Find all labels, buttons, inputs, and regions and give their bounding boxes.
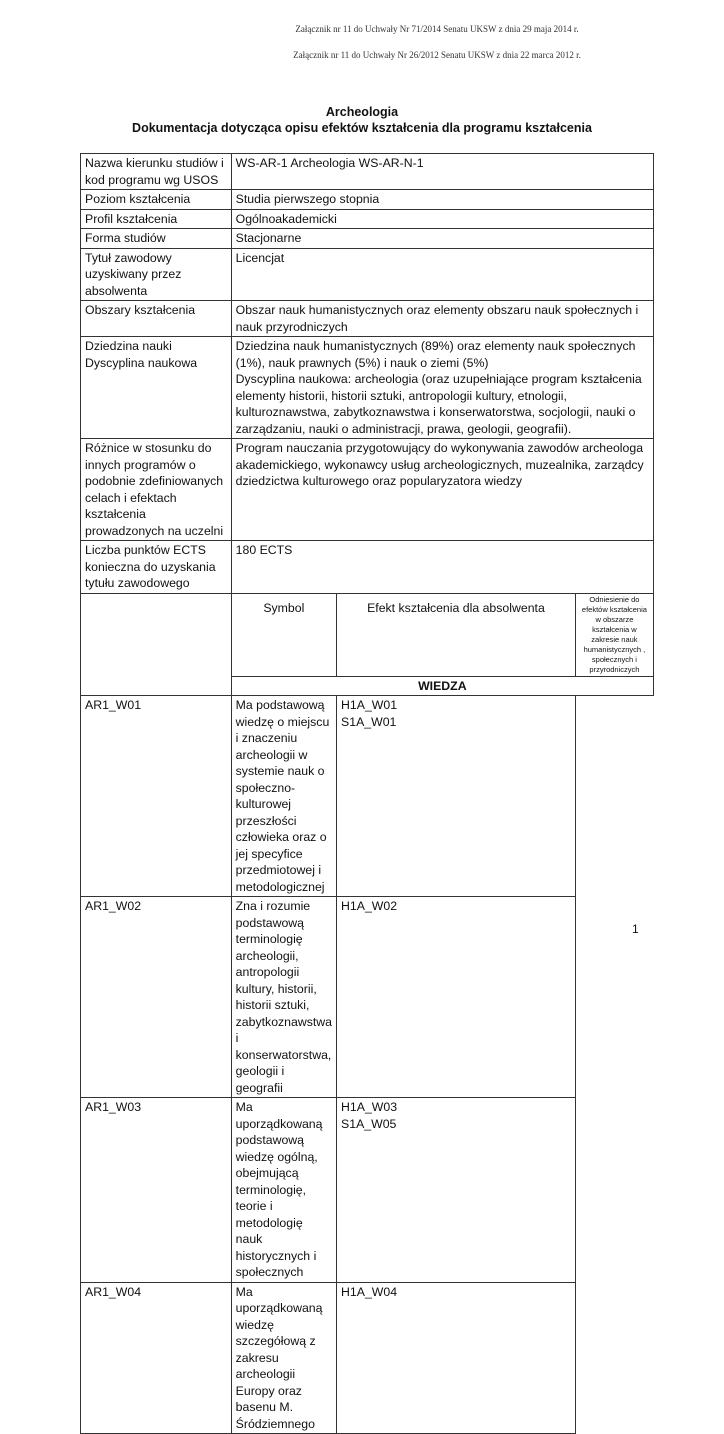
info-value: Licencjat (231, 248, 653, 301)
info-row (81, 248, 654, 301)
effect-row (81, 1098, 654, 1283)
info-value: WS-AR-1 Archeologia WS-AR-N-1 (231, 154, 653, 190)
header-line-1: Załącznik nr 11 do Uchwały Nr 71/2014 Senatu UKSW z dnia 29 maja 2014 r. (295, 24, 579, 34)
effect-header: Efekt kształcenia dla absolwenta (337, 593, 576, 676)
effect-text: Ma uporządkowaną wiedzę szczegółową z zakresu archeologii Europy oraz basenu M. Śródziemnego (231, 1282, 336, 1434)
info-row (81, 209, 654, 229)
program-table (80, 153, 654, 1434)
info-label: Poziom kształcenia (81, 190, 232, 210)
effect-symbol: AR1_W03 (81, 1098, 232, 1283)
effect-reference: H1A_W03 S1A_W05 (337, 1098, 576, 1283)
info-value: Dziedzina nauk humanistycznych (89%) oraz elementy nauk społecznych (1%), nauk prawnych (5%) i nauk o ziemi (5%) Dyscyplina naukowa: archeologia (oraz uzupełniające program kształcenia elementy historii, historii sztuki, antropologii kultury, etnologii, kulturoznawstwa, zabytkoznawstwa i konserwatorstwa, socjologii, nauki o zarządzaniu, nauki o administracji, prawa, geologii, geografii). (231, 337, 653, 439)
info-value: Stacjonarne (231, 229, 653, 249)
info-value: 180 ECTS (231, 541, 653, 594)
effect-reference: H1A_W01 S1A_W01 (337, 696, 576, 897)
effect-symbol: AR1_W02 (81, 897, 232, 1098)
effects-header-row (81, 593, 654, 676)
info-row (81, 229, 654, 249)
title-line-2: Dokumentacja dotycząca opisu efektów kształcenia dla programu kształcenia (132, 121, 592, 135)
info-label: Nazwa kierunku studiów i kod programu wg USOS (81, 154, 232, 190)
effect-symbol: AR1_W04 (81, 1282, 232, 1434)
info-row (81, 337, 654, 439)
info-row (81, 190, 654, 210)
info-value: Ogólnoakademicki (231, 209, 653, 229)
info-value: Obszar nauk humanistycznych oraz elementy obszaru nauk społecznych i nauk przyrodniczych (231, 301, 653, 337)
document-title (0, 104, 724, 136)
effect-reference: H1A_W04 (337, 1282, 576, 1434)
section-wiedza: WIEDZA (231, 676, 653, 696)
empty-left-cell (81, 593, 232, 696)
effect-row (81, 696, 654, 897)
info-label: Obszary kształcenia (81, 301, 232, 337)
info-label: Różnice w stosunku do innych programów o podobnie zdefiniowanych celach i efektach kształcenia prowadzonych na uczelni (81, 439, 232, 541)
effect-row (81, 1282, 654, 1434)
info-label: Profil kształcenia (81, 209, 232, 229)
info-label: Forma studiów (81, 229, 232, 249)
header-line-2: Załącznik nr 11 do Uchwały Nr 26/2012 Senatu UKSW z dnia 22 marca 2012 r. (293, 50, 581, 60)
info-value: Studia pierwszego stopnia (231, 190, 653, 210)
reference-header: Odniesienie do efektów kształcenia w obszarze kształcenia w zakresie nauk humanistycznych , społecznych i przyrodniczych (575, 593, 653, 676)
info-row (81, 154, 654, 190)
info-label: Tytuł zawodowy uzyskiwany przez absolwenta (81, 248, 232, 301)
effect-reference: H1A_W02 (337, 897, 576, 1098)
symbol-header: Symbol (231, 593, 336, 676)
effect-text: Ma podstawową wiedzę o miejscu i znaczeniu archeologii w systemie nauk o społeczno-kulturowej przeszłości człowieka oraz o jej specyfice przedmiotowej i metodologicznej (231, 696, 336, 897)
effect-text: Zna i rozumie podstawową terminologię archeologii, antropologii kultury, historii, historii sztuki, zabytkoznawstwa i konserwatorstwa, geologii i geografii (231, 897, 336, 1098)
title-line-1: Archeologia (325, 105, 399, 119)
info-row (81, 439, 654, 541)
info-value: Program nauczania przygotowujący do wykonywania zawodów archeologa akademickiego, wykonawcy usług archeologicznych, muzealnika, zarządcy dziedzictwa kulturowego oraz popularyzatora wiedzy (231, 439, 653, 541)
info-label: Dziedzina nauki Dyscyplina naukowa (81, 337, 232, 439)
effect-text: Ma uporządkowaną podstawową wiedzę ogólną, obejmującą terminologię, teorie i metodologię nauk historycznych i społecznych (231, 1098, 336, 1283)
page-number: 1 (632, 922, 639, 936)
info-row (81, 301, 654, 337)
effect-symbol: AR1_W01 (81, 696, 232, 897)
info-label: Liczba punktów ECTS konieczna do uzyskania tytułu zawodowego (81, 541, 232, 594)
effect-row (81, 897, 654, 1098)
info-row (81, 541, 654, 594)
